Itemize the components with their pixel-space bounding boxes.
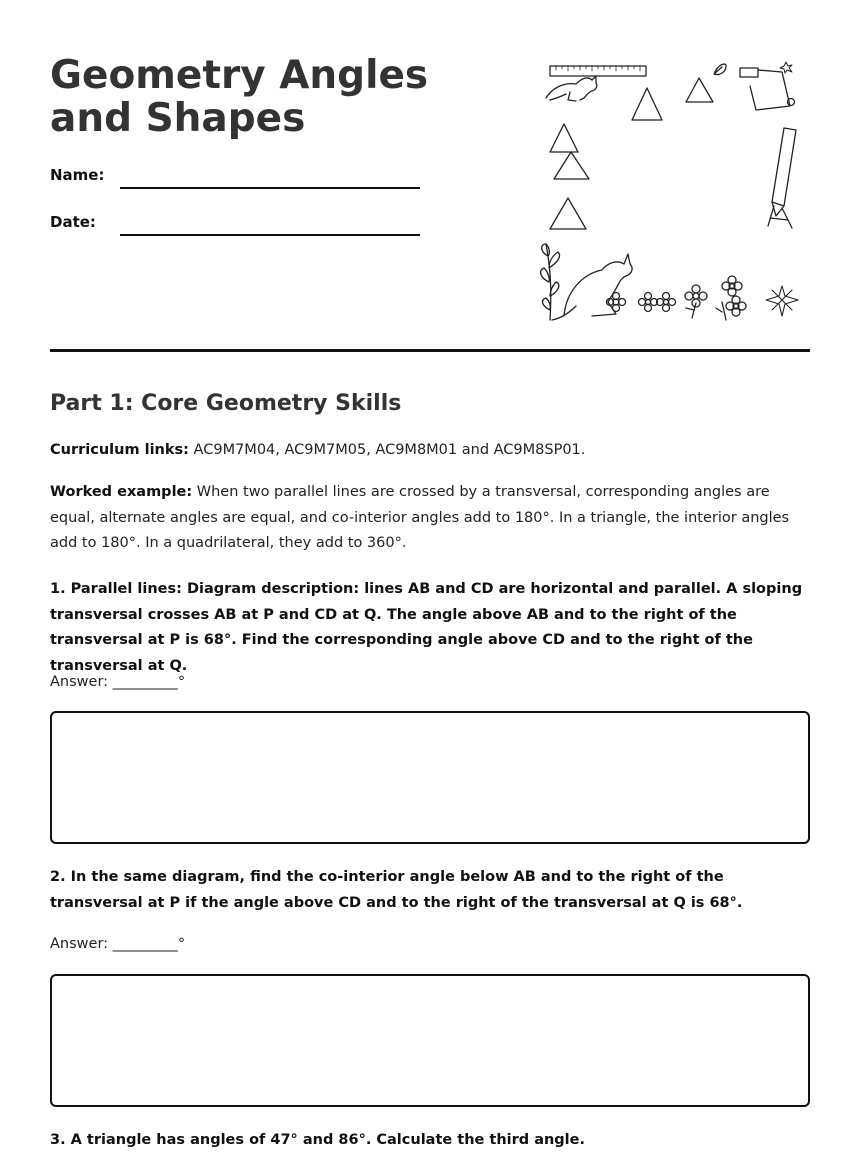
worked-example (50, 480, 810, 557)
triangle-icon (554, 152, 589, 179)
triangle-icon (632, 88, 662, 120)
decorative-border (536, 56, 810, 328)
answer-box-2[interactable] (50, 974, 810, 1107)
triangle-icon (550, 198, 586, 229)
page-title: Geometry Angles and Shapes (50, 53, 429, 141)
name-line[interactable] (120, 187, 420, 189)
curriculum-links (50, 438, 810, 464)
section-title: Part 1: Core Geometry Skills (50, 391, 402, 416)
date-label: Date: (50, 213, 96, 231)
header-divider (50, 349, 810, 352)
pencil-icon (768, 128, 796, 228)
question-3: 3. A triangle has angles of 47° and 86°. Calculate the third angle. (50, 1132, 585, 1148)
question-1: 1. Parallel lines: Diagram description: lines AB and CD are horizontal and parallel. A sloping transversal crosses AB at P and CD at Q. The angle above AB and to the right of the transversal at P is 68°. Find the corresponding angle above CD and to the right of the transversal at Q. (50, 581, 803, 674)
triangle-icon (686, 78, 713, 102)
curriculum-text: AC9M7M04, AC9M7M05, AC9M8M01 and AC9M8SP01. (188, 442, 586, 458)
worked-example-text: When two parallel lines are crossed by a transversal, corresponding angles are equal, alternate angles are equal, and co-interior angles add to 180°. In a triangle, the interior angles add to 180°. In a quadrilateral, they add to 360°. (50, 484, 790, 551)
ruler-icon (550, 66, 646, 76)
answer-line-1[interactable]: Answer: _________° (50, 674, 186, 690)
question-2: 2. In the same diagram, find the co-interior angle below AB and to the right of the transversal at P if the angle above CD and to the right of the transversal at Q is 68°. (50, 869, 743, 911)
date-line[interactable] (120, 234, 420, 236)
flower-icon (639, 293, 676, 312)
flower-icon (685, 285, 707, 318)
worked-example-label: Worked example: (50, 484, 193, 500)
leaf-sprig-icon (541, 244, 560, 320)
flower-icon (607, 293, 626, 312)
flower-icon (716, 276, 746, 320)
leaf-icon (714, 64, 726, 74)
triangle-icon (550, 124, 578, 152)
kangaroo-icon (552, 254, 632, 320)
protractor-icon (740, 62, 795, 110)
name-label: Name: (50, 166, 105, 184)
curriculum-label: Curriculum links: (50, 442, 189, 458)
compass-star-icon (766, 286, 798, 316)
kangaroo-icon (546, 76, 597, 101)
answer-line-2[interactable]: Answer: _________° (50, 936, 186, 952)
answer-box-1[interactable] (50, 711, 810, 844)
